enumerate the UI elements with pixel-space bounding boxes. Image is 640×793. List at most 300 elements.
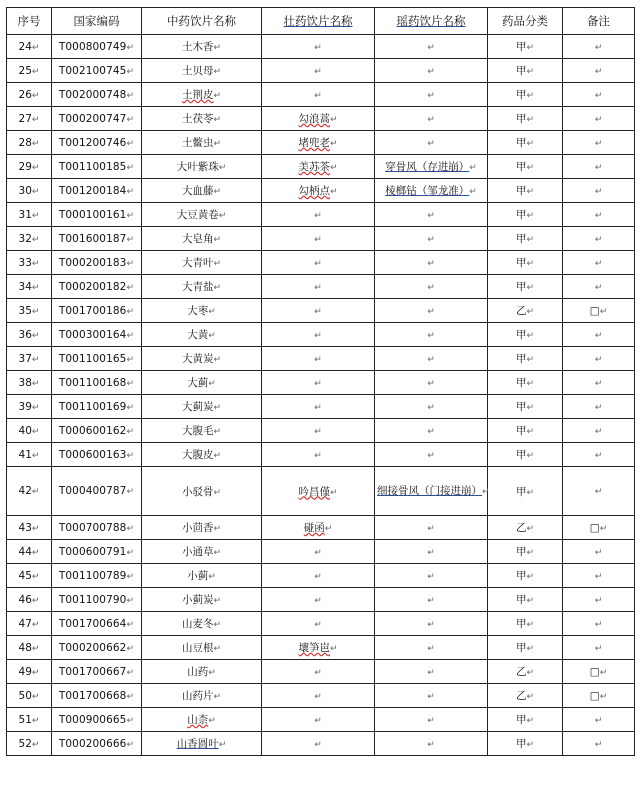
paragraph-mark-icon: ↵ [599, 306, 608, 317]
paragraph-mark-icon: ↵ [126, 186, 135, 197]
paragraph-mark-icon: ↵ [427, 571, 435, 582]
row-yao [375, 684, 488, 708]
row-yao [375, 155, 488, 179]
row-code-text: T001100169 [58, 400, 127, 413]
row-note [563, 371, 635, 395]
row-index-text: 40 [18, 424, 32, 437]
row-name [142, 684, 262, 708]
row-yao [375, 35, 488, 59]
row-category-text: 甲 [515, 594, 527, 606]
header-code: 国家编码 [52, 8, 142, 35]
paragraph-mark-icon: ↵ [31, 234, 40, 245]
row-note [563, 588, 635, 612]
paragraph-mark-icon: ↵ [526, 235, 535, 245]
row-category-text: 甲 [515, 425, 527, 437]
paragraph-mark-icon: ↵ [427, 234, 435, 245]
paragraph-mark-icon: ↵ [31, 426, 40, 437]
row-category-text: 甲 [515, 570, 527, 582]
row-name [142, 203, 262, 227]
paragraph-mark-icon: ↵ [427, 330, 435, 341]
row-name [142, 516, 262, 540]
row-zhuang [262, 419, 375, 443]
row-category [488, 251, 563, 275]
row-yao [375, 179, 488, 203]
table-row [7, 227, 635, 251]
row-category-text: 甲 [515, 353, 527, 365]
row-code-text: T001700664 [58, 617, 127, 630]
paragraph-mark-icon: ↵ [324, 524, 333, 534]
row-index [7, 540, 52, 564]
row-name [142, 299, 262, 323]
row-zhuang-text: 美苏茶 [298, 161, 330, 173]
paragraph-mark-icon: ↵ [314, 282, 322, 293]
paragraph-mark-icon: ↵ [526, 67, 535, 77]
row-code [52, 419, 142, 443]
row-category-text: 甲 [515, 642, 527, 654]
row-code-text: T001700668 [58, 689, 127, 702]
paragraph-mark-icon: ↵ [594, 739, 603, 750]
paragraph-mark-icon: ↵ [126, 643, 135, 654]
row-zhuang [262, 612, 375, 636]
paragraph-mark-icon: ↵ [469, 163, 477, 173]
paragraph-mark-icon: ↵ [31, 42, 40, 53]
row-index-text: 45 [18, 569, 32, 582]
table-row [7, 708, 635, 732]
row-zhuang [262, 59, 375, 83]
row-name-text: 山豆根 [181, 642, 214, 654]
paragraph-mark-icon: ↵ [126, 715, 135, 726]
paragraph-mark-icon: ↵ [526, 596, 535, 606]
row-code-text: T000700788 [58, 521, 127, 534]
paragraph-mark-icon: ↵ [31, 571, 40, 582]
row-name [142, 540, 262, 564]
paragraph-mark-icon: ↵ [213, 187, 222, 197]
row-name [142, 732, 262, 756]
row-code [52, 395, 142, 419]
row-yao [375, 83, 488, 107]
paragraph-mark-icon: ↵ [526, 524, 535, 534]
row-index-text: 50 [18, 689, 32, 702]
row-note [563, 251, 635, 275]
row-yao [375, 467, 488, 516]
row-code-text: T000200182 [58, 280, 127, 293]
row-name [142, 395, 262, 419]
paragraph-mark-icon: ↵ [427, 354, 435, 365]
row-category [488, 612, 563, 636]
row-code-text: T002000748 [58, 88, 127, 101]
paragraph-mark-icon: ↵ [329, 187, 338, 197]
row-name-text: 小驳骨 [181, 485, 214, 498]
paragraph-mark-icon: ↵ [31, 450, 40, 461]
paragraph-mark-icon: ↵ [427, 426, 435, 437]
paragraph-mark-icon: ↵ [427, 114, 435, 125]
row-zhuang [262, 636, 375, 660]
row-index-text: 26 [18, 88, 32, 101]
row-name-text: 土茯苓 [181, 113, 214, 125]
row-name [142, 275, 262, 299]
paragraph-mark-icon: ↵ [594, 487, 603, 497]
paragraph-mark-icon: ↵ [314, 330, 322, 341]
table-row [7, 564, 635, 588]
row-yao [375, 251, 488, 275]
paragraph-mark-icon: ↵ [526, 91, 535, 101]
row-zhuang [262, 275, 375, 299]
paragraph-mark-icon: ↵ [126, 667, 135, 678]
paragraph-mark-icon: ↵ [126, 739, 135, 750]
paragraph-mark-icon: ↵ [126, 258, 135, 269]
paragraph-mark-icon: ↵ [594, 643, 603, 654]
paragraph-mark-icon: ↵ [213, 91, 222, 101]
row-category [488, 59, 563, 83]
paragraph-mark-icon: ↵ [427, 378, 435, 389]
row-code-text: T001100185 [58, 160, 127, 173]
header-category: 药品分类 [488, 8, 563, 35]
paragraph-mark-icon: ↵ [594, 450, 603, 461]
paragraph-mark-icon: ↵ [427, 667, 435, 678]
row-zhuang [262, 443, 375, 467]
row-index-text: 38 [18, 376, 32, 389]
paragraph-mark-icon: ↵ [594, 234, 603, 245]
paragraph-mark-icon: ↵ [314, 234, 322, 245]
paragraph-mark-icon: ↵ [594, 282, 603, 293]
row-category [488, 35, 563, 59]
paragraph-mark-icon: ↵ [31, 210, 40, 221]
table-row [7, 371, 635, 395]
row-yao-text: 棱榔钻（邹龙准） [385, 185, 470, 197]
row-code-text: T000600162 [58, 424, 127, 437]
paragraph-mark-icon: ↵ [526, 307, 535, 317]
table-row [7, 107, 635, 131]
paragraph-mark-icon: ↵ [526, 427, 535, 437]
paragraph-mark-icon: ↵ [594, 715, 603, 726]
row-index [7, 467, 52, 516]
paragraph-mark-icon: ↵ [31, 330, 40, 341]
row-note [563, 227, 635, 251]
paragraph-mark-icon: ↵ [526, 43, 535, 53]
row-category [488, 107, 563, 131]
row-code [52, 347, 142, 371]
row-note [563, 564, 635, 588]
row-code [52, 443, 142, 467]
row-code [52, 275, 142, 299]
row-name-text: 大豆黄卷 [176, 209, 219, 221]
paragraph-mark-icon: ↵ [208, 572, 216, 582]
row-zhuang [262, 227, 375, 251]
row-note [563, 347, 635, 371]
row-name [142, 155, 262, 179]
row-category [488, 371, 563, 395]
row-category-text: 乙 [515, 666, 527, 678]
row-code-text: T000200666 [58, 737, 127, 750]
row-code [52, 107, 142, 131]
row-note [563, 540, 635, 564]
row-code-text: T001700186 [58, 304, 127, 317]
paragraph-mark-icon: ↵ [599, 691, 608, 702]
table-row [7, 467, 635, 516]
paragraph-mark-icon: ↵ [526, 283, 535, 293]
row-code [52, 684, 142, 708]
row-code-text: T001100789 [58, 569, 127, 582]
paragraph-mark-icon: ↵ [208, 379, 216, 389]
row-code [52, 516, 142, 540]
paragraph-mark-icon: ↵ [526, 548, 535, 558]
paragraph-mark-icon: ↵ [526, 668, 535, 678]
paragraph-mark-icon: ↵ [314, 42, 322, 53]
row-index-text: 25 [18, 64, 32, 77]
paragraph-mark-icon: ↵ [31, 643, 40, 654]
row-index-text: 33 [18, 256, 32, 269]
paragraph-mark-icon: ↵ [314, 450, 322, 461]
row-zhuang [262, 564, 375, 588]
row-name [142, 59, 262, 83]
row-name-text: 大青盐 [181, 281, 214, 293]
table-row [7, 419, 635, 443]
paragraph-mark-icon: ↵ [594, 426, 603, 437]
row-index-text: 52 [18, 737, 32, 750]
row-name [142, 131, 262, 155]
paragraph-mark-icon: ↵ [482, 486, 490, 497]
row-name-text: 山药 [187, 666, 209, 678]
row-category [488, 636, 563, 660]
paragraph-mark-icon: ↵ [213, 43, 222, 53]
row-name-text: 山麦冬 [181, 618, 214, 630]
row-index-text: 44 [18, 545, 32, 558]
row-zhuang [262, 732, 375, 756]
row-index [7, 732, 52, 756]
row-note [563, 516, 635, 540]
row-category-text: 乙 [515, 522, 527, 534]
row-yao [375, 708, 488, 732]
paragraph-mark-icon: ↵ [427, 715, 435, 726]
row-index [7, 516, 52, 540]
paragraph-mark-icon: ↵ [526, 644, 535, 654]
paragraph-mark-icon: ↵ [213, 403, 222, 413]
row-category-text: 甲 [515, 113, 527, 125]
row-note [563, 684, 635, 708]
header-index: 序号 [7, 8, 52, 35]
row-index-text: 24 [18, 40, 32, 53]
row-zhuang [262, 467, 375, 516]
paragraph-mark-icon: ↵ [126, 42, 135, 53]
row-category [488, 275, 563, 299]
row-code-text: T000600791 [58, 545, 127, 558]
row-name-text: 土木香 [181, 41, 214, 53]
row-name-text: 土荆皮 [181, 89, 214, 101]
row-zhuang [262, 684, 375, 708]
row-name [142, 83, 262, 107]
row-index [7, 251, 52, 275]
table-row [7, 612, 635, 636]
table-row [7, 203, 635, 227]
row-category-text: 甲 [515, 137, 527, 149]
row-category [488, 227, 563, 251]
row-code-text: T000200662 [58, 641, 127, 654]
paragraph-mark-icon: ↵ [213, 427, 222, 437]
paragraph-mark-icon: ↵ [599, 523, 608, 534]
table-row [7, 443, 635, 467]
row-zhuang [262, 660, 375, 684]
paragraph-mark-icon: ↵ [594, 66, 603, 77]
row-index [7, 131, 52, 155]
row-zhuang-text: 勾浪蒿 [298, 113, 330, 125]
paragraph-mark-icon: ↵ [213, 235, 222, 245]
row-category [488, 179, 563, 203]
paragraph-mark-icon: ↵ [314, 426, 322, 437]
row-note [563, 467, 635, 516]
row-index-text: 31 [18, 208, 32, 221]
row-zhuang-text: 吟昌僅 [298, 485, 330, 498]
table-row [7, 299, 635, 323]
paragraph-mark-icon: ↵ [213, 644, 222, 654]
paragraph-mark-icon: ↵ [213, 355, 222, 365]
paragraph-mark-icon: ↵ [213, 259, 222, 269]
table-row [7, 588, 635, 612]
row-category-text: 甲 [515, 161, 527, 173]
row-note [563, 275, 635, 299]
paragraph-mark-icon: ↵ [126, 66, 135, 77]
row-index-text: 27 [18, 112, 32, 125]
paragraph-mark-icon: ↵ [126, 619, 135, 630]
row-zhuang [262, 347, 375, 371]
paragraph-mark-icon: ↵ [427, 282, 435, 293]
row-zhuang-text: 勾柄点 [298, 185, 330, 197]
row-name-text: 大皂角 [181, 233, 214, 245]
row-note [563, 612, 635, 636]
paragraph-mark-icon: ↵ [314, 210, 322, 221]
row-code [52, 59, 142, 83]
paragraph-mark-icon: ↵ [526, 163, 535, 173]
paragraph-mark-icon: ↵ [526, 211, 535, 221]
paragraph-mark-icon: ↵ [329, 115, 338, 125]
row-name-text: 大黄炭 [181, 353, 214, 365]
row-category-text: 甲 [515, 281, 527, 293]
row-index [7, 660, 52, 684]
paragraph-mark-icon: ↵ [126, 547, 135, 558]
row-note [563, 299, 635, 323]
row-yao [375, 564, 488, 588]
row-note-text: □ [589, 304, 600, 317]
table-body [7, 35, 635, 756]
paragraph-mark-icon: ↵ [126, 162, 135, 173]
row-code-text: T000300164 [58, 328, 127, 341]
paragraph-mark-icon: ↵ [31, 595, 40, 606]
row-name-text: 大叶紫珠 [176, 161, 219, 173]
paragraph-mark-icon: ↵ [31, 66, 40, 77]
table-row [7, 540, 635, 564]
row-note-text: □ [589, 689, 600, 702]
row-index [7, 59, 52, 83]
row-yao [375, 275, 488, 299]
row-index [7, 395, 52, 419]
paragraph-mark-icon: ↵ [213, 692, 222, 702]
row-name-text: 小茴香 [181, 522, 214, 534]
row-zhuang [262, 251, 375, 275]
row-note [563, 179, 635, 203]
paragraph-mark-icon: ↵ [213, 139, 222, 149]
row-category [488, 467, 563, 516]
row-yao [375, 227, 488, 251]
row-yao [375, 588, 488, 612]
row-code [52, 155, 142, 179]
row-index [7, 35, 52, 59]
row-code [52, 588, 142, 612]
paragraph-mark-icon: ↵ [31, 282, 40, 293]
paragraph-mark-icon: ↵ [31, 619, 40, 630]
row-index-text: 37 [18, 352, 32, 365]
paragraph-mark-icon: ↵ [126, 210, 135, 221]
row-yao [375, 443, 488, 467]
paragraph-mark-icon: ↵ [329, 487, 338, 498]
paragraph-mark-icon: ↵ [526, 692, 535, 702]
row-index [7, 419, 52, 443]
paragraph-mark-icon: ↵ [314, 402, 322, 413]
row-name-text: 大蓟 [187, 377, 209, 389]
row-category [488, 540, 563, 564]
paragraph-mark-icon: ↵ [427, 595, 435, 606]
row-name-text: 山柰 [187, 714, 209, 726]
row-yao [375, 347, 488, 371]
row-name [142, 467, 262, 516]
paragraph-mark-icon: ↵ [31, 487, 40, 497]
row-code-text: T001200184 [58, 184, 127, 197]
paragraph-mark-icon: ↵ [594, 90, 603, 101]
row-index-text: 32 [18, 232, 32, 245]
row-category-text: 甲 [515, 41, 527, 53]
paragraph-mark-icon: ↵ [126, 330, 135, 341]
paragraph-mark-icon: ↵ [314, 258, 322, 269]
row-name-text: 山香圆叶 [176, 738, 219, 750]
row-code [52, 299, 142, 323]
row-zhuang [262, 203, 375, 227]
row-zhuang-text: 壤笋岜 [298, 642, 330, 654]
paragraph-mark-icon: ↵ [594, 138, 603, 149]
row-note [563, 203, 635, 227]
row-yao [375, 419, 488, 443]
row-code-text: T001100165 [58, 352, 127, 365]
row-index-text: 41 [18, 448, 32, 461]
paragraph-mark-icon: ↵ [213, 524, 222, 534]
row-code-text: T000900665 [58, 713, 127, 726]
row-category-text: 乙 [515, 305, 527, 317]
row-index [7, 83, 52, 107]
table-row [7, 732, 635, 756]
paragraph-mark-icon: ↵ [594, 547, 603, 558]
row-index-text: 51 [18, 713, 32, 726]
row-zhuang [262, 395, 375, 419]
row-category [488, 83, 563, 107]
paragraph-mark-icon: ↵ [594, 162, 603, 173]
row-code [52, 708, 142, 732]
row-zhuang [262, 155, 375, 179]
row-category [488, 588, 563, 612]
paragraph-mark-icon: ↵ [329, 163, 338, 173]
row-note [563, 131, 635, 155]
row-note [563, 35, 635, 59]
row-yao [375, 636, 488, 660]
row-category-text: 甲 [515, 546, 527, 558]
row-category-text: 甲 [515, 449, 527, 461]
paragraph-mark-icon: ↵ [213, 620, 222, 630]
table-row [7, 323, 635, 347]
row-code [52, 612, 142, 636]
row-code-text: T000100161 [58, 208, 127, 221]
row-name-text: 大青叶 [181, 257, 214, 269]
row-code [52, 203, 142, 227]
row-category [488, 516, 563, 540]
row-yao [375, 612, 488, 636]
row-category-text: 甲 [515, 618, 527, 630]
row-index [7, 179, 52, 203]
